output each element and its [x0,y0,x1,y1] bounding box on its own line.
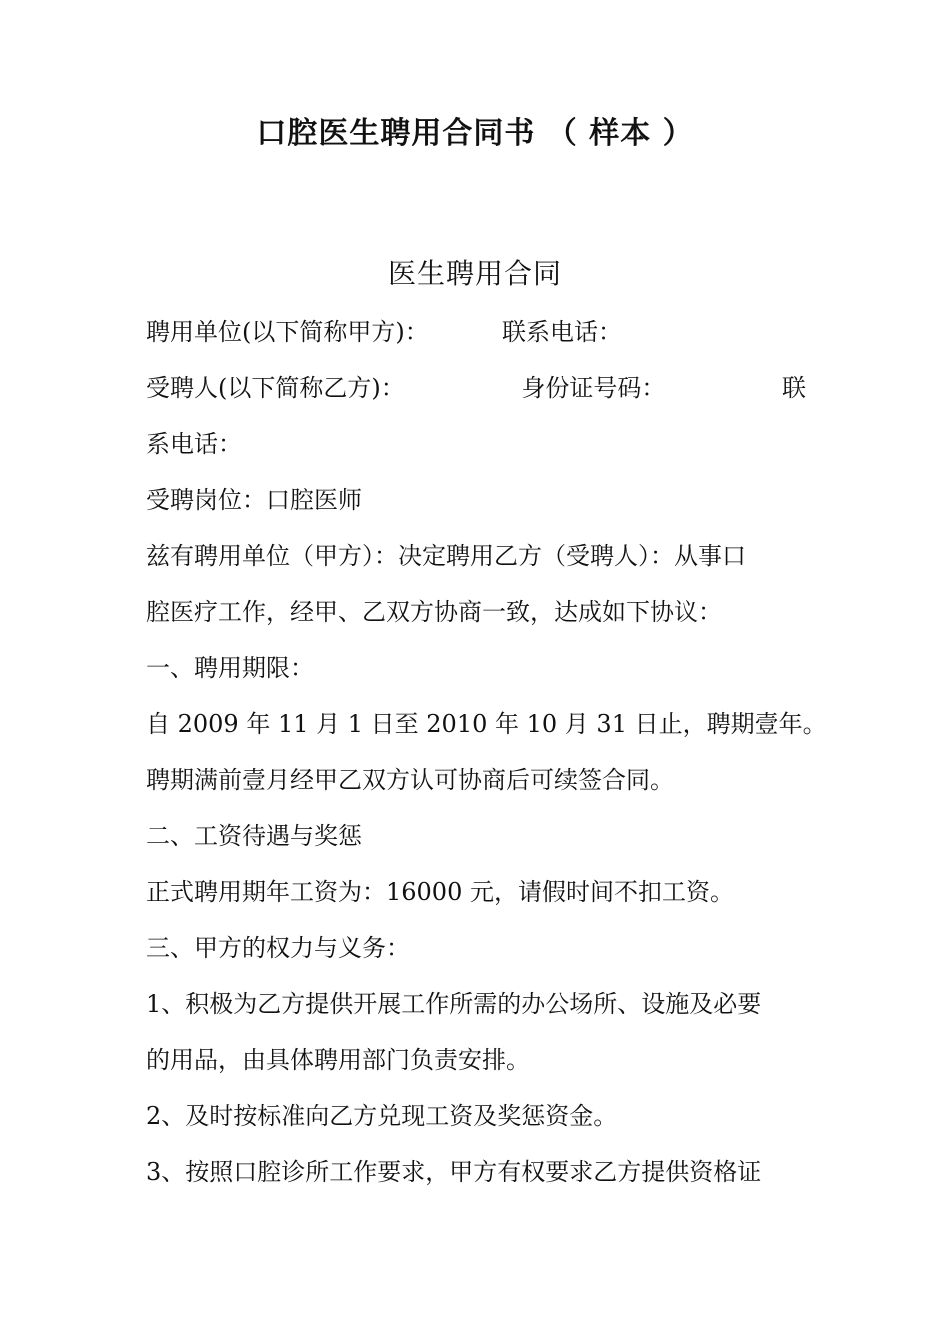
item-3-line-1: 3、按照口腔诊所工作要求，甲方有权要求乙方提供资格证 [146,1158,762,1186]
contract-title: 医生聘用合同 [387,257,562,290]
employee-label: 受聘人(以下简称乙方)： [146,374,405,402]
employer-label: 聘用单位(以下简称甲方)： [146,318,429,346]
position-line: 受聘岗位：口腔医师 [146,486,362,514]
employee-line [146,372,806,404]
section-2-heading: 二、工资待遇与奖惩 [146,822,362,850]
salary-line: 正式聘用期年工资为：16000 元，请假时间不扣工资。 [146,878,734,906]
employer-phone-label: 联系电话： [502,318,622,346]
intro-line-2: 腔医疗工作，经甲、乙双方协商一致，达成如下协议： [146,598,722,626]
employer-line [146,316,806,348]
item-1-line-1: 1、积极为乙方提供开展工作所需的办公场所、设施及必要 [146,990,762,1018]
section-1-heading: 一、聘用期限： [146,654,314,682]
document-title: 口腔医生聘用合同书 （ 样本 ） [256,116,694,151]
item-1-line-2: 的用品，由具体聘用部门负责安排。 [146,1046,530,1074]
item-2-line: 2、及时按标准向乙方兑现工资及奖惩资金。 [146,1102,618,1130]
intro-line-1: 兹有聘用单位（甲方）：决定聘用乙方（受聘人）：从事口 [146,542,746,570]
section-3-heading: 三、甲方的权力与义务： [146,934,410,962]
term-line-1: 自 2009 年 11 月 1 日至 2010 年 10 月 31 日止，聘期壹年。 [146,710,827,738]
id-number-label: 身份证号码： [521,374,666,402]
employee-phone-label-end: 系电话： [146,430,242,458]
term-line-2: 聘期满前壹月经甲乙双方认可协商后可续签合同。 [146,766,674,794]
employee-phone-label-start: 联 [781,374,806,402]
